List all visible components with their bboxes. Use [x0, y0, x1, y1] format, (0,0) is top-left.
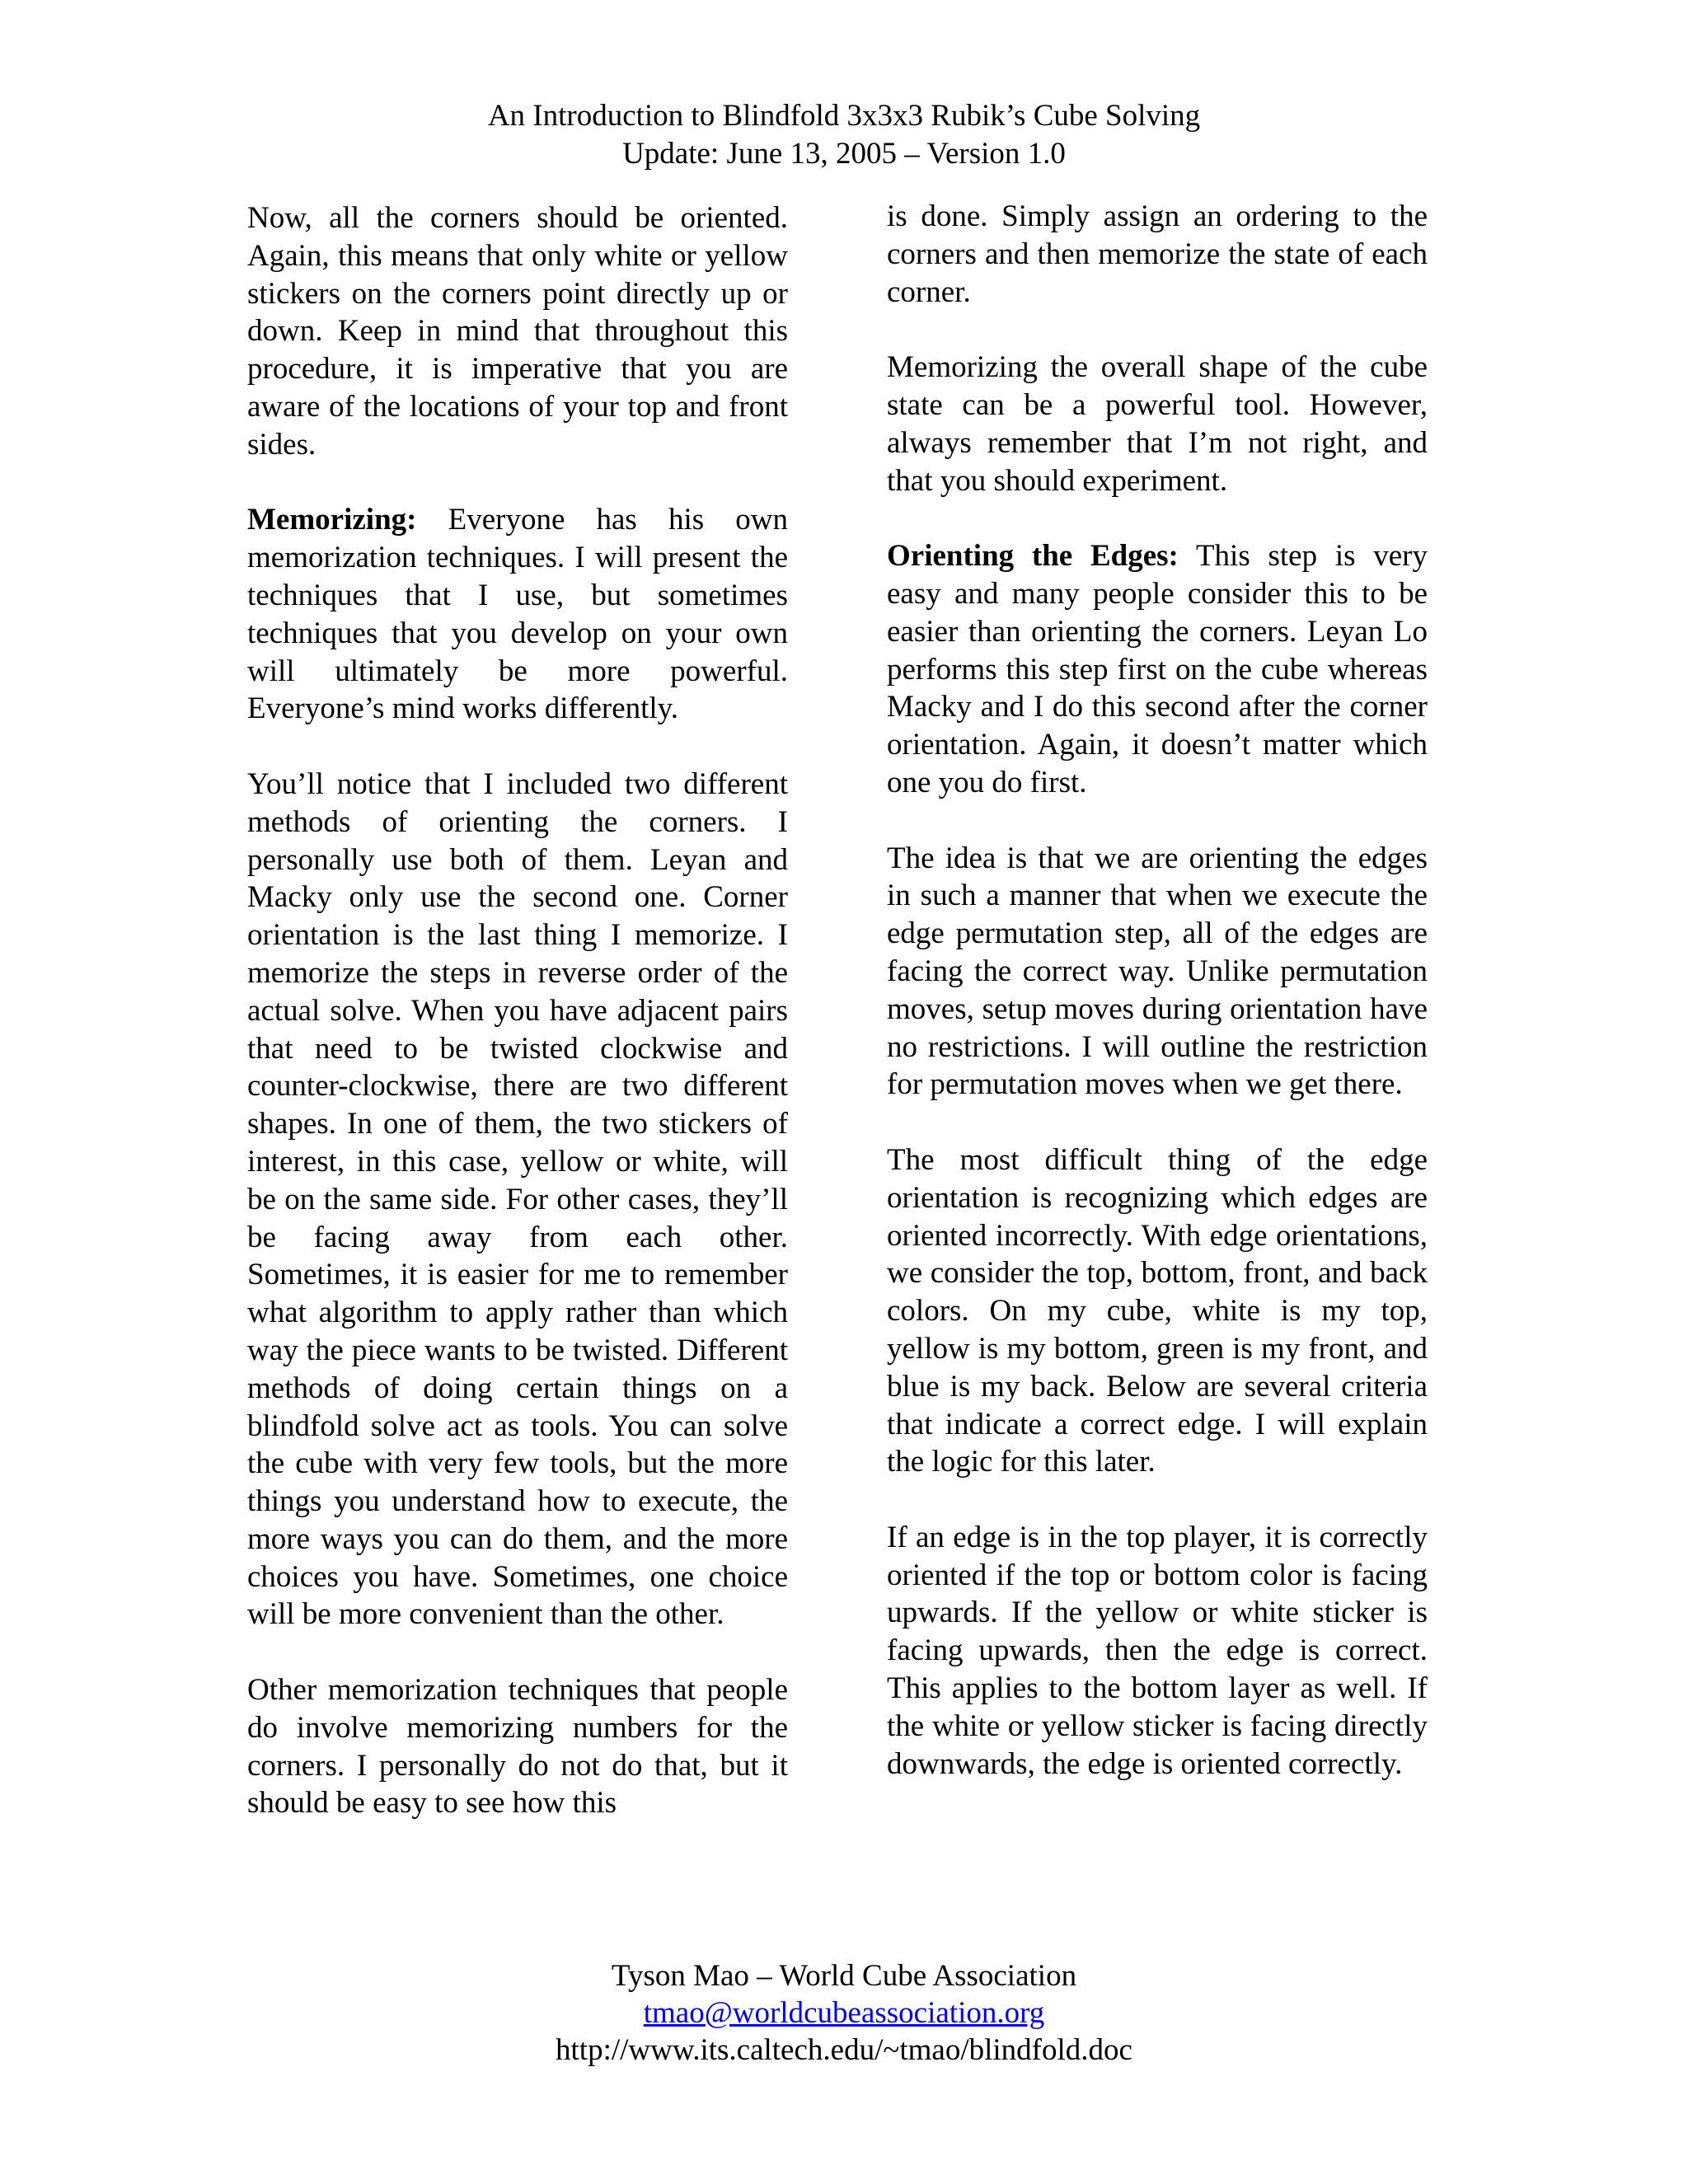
paragraph-overall-shape: Memorizing the overall shape of the cube state can be a powerful tool. However, always remember that I’m not right, and that you should experiment. — [887, 350, 1428, 498]
page-header — [0, 97, 1688, 173]
paragraph-top-layer-edges: If an edge is in the top player, it is correctly oriented if the top or bottom color is facing upwards. If the yellow or white sticker is facing upwards, then the edge is correct. This applies to the bottom layer as well. If the white or yellow sticker is facing directly downwards, the edge is oriented correctly. — [887, 1520, 1428, 1781]
paragraph-recognizing-edges: The most difficult thing of the edge orientation is recognizing which edges are oriented incorrectly. With edge orientations, we consider the top, bottom, front, and back colors. On my cube, white is my top, yellow is my bottom, green is my front, and blue is my back. Below are several criteria that indicate a correct edge. I will explain the logic for this later. — [887, 1142, 1428, 1479]
section-heading-orienting-edges: Orienting the Edges: — [887, 539, 1179, 574]
paragraph-memorizing — [247, 501, 788, 728]
paragraph-orienting-edges-text: This step is very easy and many people consider this to be easier than orienting the corners. Leyan Lo performs this step first on the cube whereas Macky and I do this second after the corner orientation. Again, it doesn’t matter which one you do first. — [887, 539, 1428, 799]
right-column — [887, 198, 1428, 1783]
left-column — [247, 199, 788, 1822]
footer-author: Tyson Mao – World Cube Association — [611, 1959, 1077, 1993]
footer-email-link[interactable]: tmao@worldcubeassociation.org — [643, 1996, 1045, 2030]
paragraph-edge-idea: The idea is that we are orienting the edges in such a manner that when we execute the edge permutation step, all of the edges are facing the correct way. Unlike permutation moves, setup moves during orientation have no restrictions. I will outline the restriction for permutation moves when we get there. — [887, 841, 1428, 1102]
paragraph-memorizing-numbers: Other memorization techniques that people do involve memorizing numbers for the corners. I personally do not do that, but it should be easy to see how this — [247, 1673, 788, 1821]
section-heading-memorizing: Memorizing: — [247, 503, 417, 537]
paragraph-two-methods: You’ll notice that I included two different methods of orienting the corners. I personally use both of them. Leyan and Macky only use the second one. Corner orientation is the last thing I memorize. I memorize the steps in reverse order of the actual solve. When you have adjacent pairs that need to be twisted clockwise and counter-clockwise, there are two different shapes. In one of them, the two stickers of interest, in this case, yellow or white, will be on the same side. For other cases, they’ll be facing away from each other. Sometimes, it is easier for me to remember what algorithm to apply rather than which way the piece wants to be twisted. Different methods of doing certain things on a blindfold solve act as tools. You can solve the cube with very few tools, but the more things you understand how to execute, the more ways you can do them, and the more choices you have. Sometimes, one choice will be more convenient than the other. — [247, 766, 788, 1632]
paragraph-corners-oriented: Now, all the corners should be oriented. Again, this means that only white or yellow stickers on the corners point directly up or down. Keep in mind that throughout this procedure, it is imperative that you are aware of the locations of your top and front sides. — [247, 201, 788, 462]
paragraph-orienting-edges — [887, 537, 1428, 802]
paragraph-assign-ordering: is done. Simply assign an ordering to the corners and then memorize the state of each corner. — [887, 199, 1428, 309]
footer-url: http://www.its.caltech.edu/~tmao/blindfold.doc — [556, 2033, 1132, 2067]
document-title: An Introduction to Blindfold 3x3x3 Rubik’s Cube Solving — [487, 99, 1201, 133]
page-footer — [0, 1957, 1688, 2069]
document-version: Update: June 13, 2005 – Version 1.0 — [622, 137, 1066, 171]
paragraph-memorizing-text: Everyone has his own memorization techniques. I will present the techniques that I use, but sometimes techniques that you develop on your own will ultimately be more powerful. Everyone’s mind works differently. — [247, 503, 788, 726]
